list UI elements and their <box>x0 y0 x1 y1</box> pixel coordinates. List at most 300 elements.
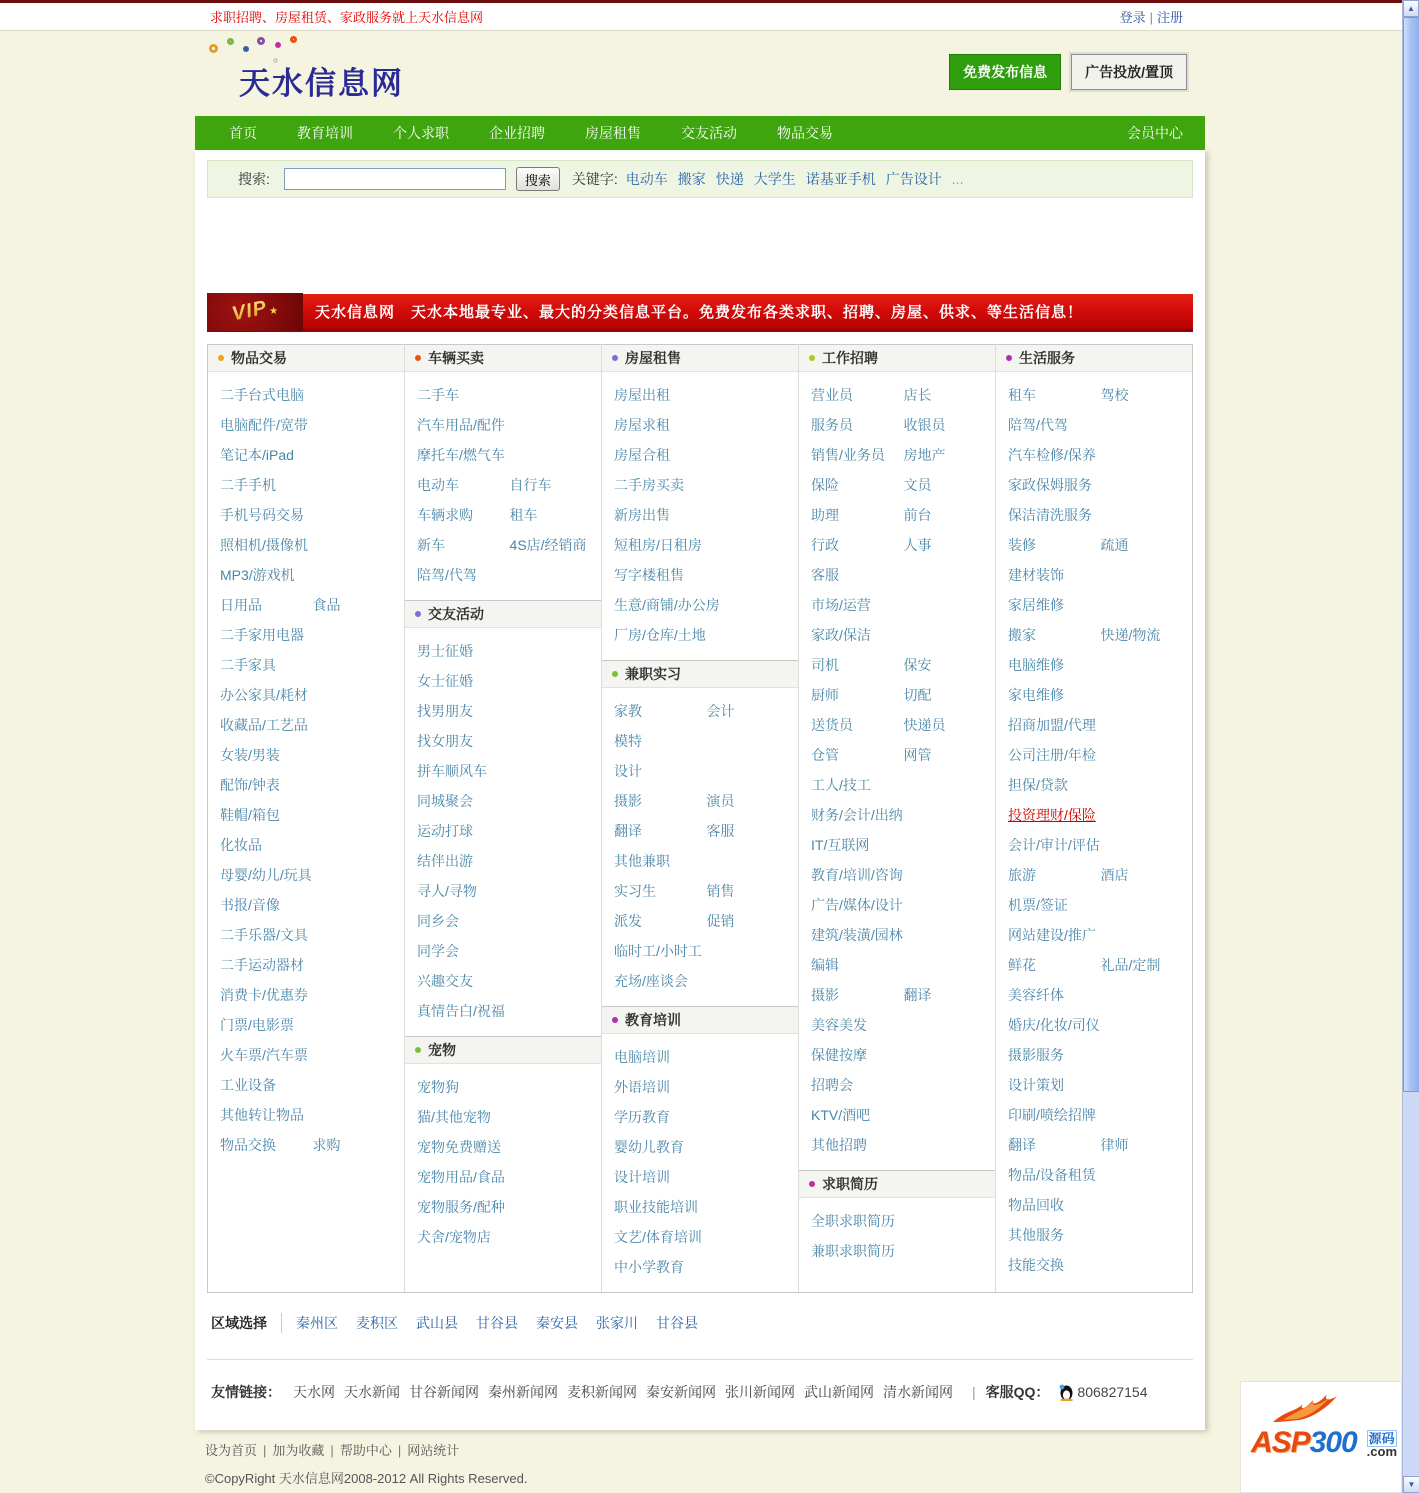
category-link[interactable]: 二手乐器/文具 <box>220 927 308 943</box>
category-row <box>1008 1100 1186 1130</box>
category-row <box>1008 470 1186 500</box>
category-link[interactable]: IT/互联网 <box>811 837 870 853</box>
section-header <box>799 344 995 372</box>
keyword-link[interactable]: 快递 <box>715 171 744 187</box>
friend-link[interactable]: 麦积新闻网 <box>567 1384 637 1400</box>
site-logo[interactable]: 天水信息网 <box>239 66 404 101</box>
category-link[interactable]: 宠物狗 <box>417 1079 459 1095</box>
category-link[interactable]: 收藏品/工艺品 <box>220 717 308 733</box>
category-section <box>799 1170 995 1276</box>
category-link[interactable]: 职业技能培训 <box>614 1199 698 1215</box>
category-link[interactable]: MP3/游戏机 <box>220 567 295 583</box>
vip-banner[interactable] <box>207 294 1193 332</box>
category-link[interactable]: 网管 <box>903 747 932 763</box>
category-link[interactable]: 演员 <box>706 793 735 809</box>
region-link[interactable]: 甘谷县 <box>476 1315 518 1331</box>
category-link[interactable]: 工人/技工 <box>811 777 871 793</box>
friend-link[interactable]: 秦安新闻网 <box>646 1384 716 1400</box>
category-link[interactable]: 二手运动器材 <box>220 957 304 973</box>
category-row <box>614 756 792 786</box>
search-input[interactable] <box>284 168 506 190</box>
bullet-icon <box>415 611 421 617</box>
friend-link[interactable]: 张川新闻网 <box>725 1384 795 1400</box>
browser-scrollbar[interactable] <box>1402 0 1419 1493</box>
category-link[interactable]: 二手车 <box>417 387 459 403</box>
category-link[interactable]: 收银员 <box>903 417 946 433</box>
category-link[interactable]: 外语培训 <box>614 1079 670 1095</box>
category-row <box>614 816 792 846</box>
category-link[interactable]: 营业员 <box>811 387 853 403</box>
category-link[interactable]: 美容纤体 <box>1008 987 1064 1003</box>
category-link[interactable]: 4S店/经销商 <box>509 537 587 553</box>
category-row <box>614 620 792 650</box>
friend-link[interactable]: 武山新闻网 <box>804 1384 874 1400</box>
friend-link[interactable]: 清水新闻网 <box>883 1384 953 1400</box>
category-link[interactable]: 建筑/装潢/园林 <box>811 927 903 943</box>
category-row <box>614 1162 792 1192</box>
category-row <box>417 966 595 996</box>
category-link[interactable]: 宠物免费赠送 <box>417 1139 501 1155</box>
category-link[interactable]: 送货员 <box>811 717 853 733</box>
category-link[interactable]: 翻译 <box>903 987 932 1003</box>
category-row <box>417 1132 595 1162</box>
category-link[interactable]: 全职求职简历 <box>811 1213 895 1229</box>
category-link[interactable]: 模特 <box>614 733 642 749</box>
category-link[interactable]: 客服 <box>811 567 839 583</box>
category-link[interactable]: 婴幼儿教育 <box>614 1139 684 1155</box>
category-link[interactable]: 仓管 <box>811 747 839 763</box>
category-link[interactable]: 学历教育 <box>614 1109 670 1125</box>
category-link[interactable]: 结伴出游 <box>417 853 473 869</box>
category-link[interactable]: 配饰/钟表 <box>220 777 280 793</box>
category-link[interactable]: 公司注册/年检 <box>1008 747 1096 763</box>
category-link[interactable]: 同城聚会 <box>417 793 473 809</box>
category-link[interactable]: 汽车检修/保养 <box>1008 447 1096 463</box>
category-link[interactable]: 找男朋友 <box>417 703 473 719</box>
category-link[interactable]: 真情告白/祝福 <box>417 1003 505 1019</box>
category-link[interactable]: 二手家用电器 <box>220 627 304 643</box>
category-row <box>811 980 989 1010</box>
section-list <box>799 1198 995 1276</box>
section-list <box>799 372 995 1170</box>
category-link[interactable]: 印刷/喷绘招牌 <box>1008 1107 1096 1123</box>
category-link[interactable]: 二手手机 <box>220 477 276 493</box>
category-link[interactable]: 办公家具/耗材 <box>220 687 308 703</box>
category-link[interactable]: 生意/商铺/办公房 <box>614 597 720 613</box>
qq-label: 客服QQ： <box>985 1384 1050 1400</box>
category-row <box>417 876 595 906</box>
category-link[interactable]: 男士征婚 <box>417 643 473 659</box>
category-link[interactable]: 兴趣交友 <box>417 973 473 989</box>
category-row <box>220 740 398 770</box>
category-link[interactable]: 保健按摩 <box>811 1047 867 1063</box>
category-link[interactable]: 市场/运营 <box>811 597 871 613</box>
login-link[interactable]: 登录 <box>1119 10 1146 25</box>
footer-menu-link[interactable]: 帮助中心 <box>339 1443 392 1458</box>
category-link[interactable]: 切配 <box>903 687 932 703</box>
category-link[interactable]: 销售/业务员 <box>811 447 885 463</box>
scrollbar-down-arrow[interactable]: ▼ <box>1403 1476 1419 1493</box>
category-row <box>220 1010 398 1040</box>
category-link[interactable]: 寻人/寻物 <box>417 883 477 899</box>
category-section <box>405 600 601 1036</box>
category-link[interactable]: 实习生 <box>614 883 656 899</box>
category-link[interactable]: 房屋求租 <box>614 417 670 433</box>
category-link[interactable]: 二手家具 <box>220 657 276 673</box>
nav-item[interactable]: 企业招聘 <box>489 125 545 141</box>
category-link[interactable]: 摄影 <box>811 987 839 1003</box>
category-row <box>417 1162 595 1192</box>
category-link[interactable]: 家居维修 <box>1008 597 1064 613</box>
category-row <box>417 786 595 816</box>
category-link[interactable]: 房屋合租 <box>614 447 670 463</box>
category-link[interactable]: 书报/音像 <box>220 897 280 913</box>
category-link[interactable]: 猫/其他宠物 <box>417 1109 491 1125</box>
register-link[interactable]: 注册 <box>1156 10 1183 25</box>
category-row <box>220 890 398 920</box>
category-link[interactable]: 租车 <box>1008 387 1036 403</box>
category-link[interactable]: 日用品 <box>220 597 262 613</box>
footer-menu-link[interactable]: 设为首页 <box>205 1443 258 1458</box>
category-link[interactable]: 人事 <box>903 537 932 553</box>
category-row <box>1008 1070 1186 1100</box>
category-link[interactable]: 食品 <box>312 597 341 613</box>
post-info-button[interactable]: 免费发布信息 <box>949 54 1061 90</box>
category-link[interactable]: 电动车 <box>417 477 459 493</box>
section-title: 工作招聘 <box>822 350 878 366</box>
section-header <box>405 1036 601 1064</box>
search-button[interactable]: 搜索 <box>516 167 560 191</box>
scrollbar-thumb[interactable] <box>1403 17 1419 1092</box>
section-header <box>208 344 404 372</box>
category-link[interactable]: 律师 <box>1100 1137 1129 1153</box>
category-link[interactable]: 拼车顺风车 <box>417 763 487 779</box>
category-link[interactable]: 文艺/体育培训 <box>614 1229 702 1245</box>
category-link[interactable]: 门票/电影票 <box>220 1017 294 1033</box>
category-link[interactable]: 电脑维修 <box>1008 657 1064 673</box>
category-row <box>1008 920 1186 950</box>
category-link[interactable]: 火车票/汽车票 <box>220 1047 308 1063</box>
category-link[interactable]: 保安 <box>903 657 932 673</box>
category-link[interactable]: 担保/贷款 <box>1008 777 1068 793</box>
category-link[interactable]: 找女朋友 <box>417 733 473 749</box>
category-link[interactable]: 自行车 <box>509 477 552 493</box>
category-link[interactable]: 笔记本/iPad <box>220 447 294 463</box>
category-link[interactable]: 编辑 <box>811 957 839 973</box>
friend-link[interactable]: 天水网 <box>293 1384 335 1400</box>
category-link[interactable]: 中小学教育 <box>614 1259 684 1275</box>
category-link[interactable]: 美容美发 <box>811 1017 867 1033</box>
category-link[interactable]: 网站建设/推广 <box>1008 927 1096 943</box>
category-row <box>811 650 989 680</box>
category-row <box>811 740 989 770</box>
section-title: 房屋租售 <box>625 350 681 366</box>
content-card <box>195 150 1205 1430</box>
category-link[interactable]: 文员 <box>903 477 932 493</box>
region-link[interactable]: 武山县 <box>416 1315 458 1331</box>
category-link[interactable]: 司机 <box>811 657 839 673</box>
category-link[interactable]: 摩托车/燃气车 <box>417 447 505 463</box>
category-link[interactable]: 保险 <box>811 477 839 493</box>
category-link[interactable]: 前台 <box>903 507 932 523</box>
flame-icon <box>1269 1390 1339 1424</box>
category-link[interactable]: 短租房/日租房 <box>614 537 702 553</box>
region-link[interactable]: 麦积区 <box>356 1315 398 1331</box>
category-link[interactable]: 厂房/仓库/土地 <box>614 627 706 643</box>
category-row <box>614 966 792 996</box>
category-link[interactable]: 宠物服务/配种 <box>417 1199 505 1215</box>
category-link[interactable]: 派发 <box>614 913 642 929</box>
category-link[interactable]: 母婴/幼儿/玩具 <box>220 867 312 883</box>
category-link[interactable]: 家电维修 <box>1008 687 1064 703</box>
category-link[interactable]: 房屋出租 <box>614 387 670 403</box>
bullet-icon <box>612 671 618 677</box>
region-selector <box>211 1313 1193 1333</box>
category-row <box>614 560 792 590</box>
category-link[interactable]: 手机号码交易 <box>220 507 304 523</box>
category-link[interactable]: 翻译 <box>1008 1137 1036 1153</box>
category-link[interactable]: 充场/座谈会 <box>614 973 688 989</box>
footer-menu-separator: | <box>330 1443 334 1458</box>
category-link[interactable]: 客服 <box>706 823 735 839</box>
region-link[interactable]: 张家川 <box>596 1315 638 1331</box>
keyword-link[interactable]: 搬家 <box>677 171 706 187</box>
category-link[interactable]: 写字楼租售 <box>614 567 684 583</box>
category-row <box>417 380 595 410</box>
category-row <box>614 440 792 470</box>
category-row <box>1008 830 1186 860</box>
category-row <box>417 1222 595 1252</box>
category-row <box>811 1040 989 1070</box>
category-row <box>1008 890 1186 920</box>
category-link[interactable]: 照相机/摄像机 <box>220 537 308 553</box>
section-header <box>602 1006 798 1034</box>
category-link[interactable]: 会计 <box>706 703 735 719</box>
category-link[interactable]: 摄影服务 <box>1008 1047 1064 1063</box>
category-link[interactable]: 同乡会 <box>417 913 459 929</box>
category-row <box>220 500 398 530</box>
category-link[interactable]: 女装/男装 <box>220 747 280 763</box>
bullet-icon <box>809 1181 815 1187</box>
category-link[interactable]: 快递/物流 <box>1100 627 1161 643</box>
region-link[interactable]: 秦安县 <box>536 1315 578 1331</box>
category-link[interactable]: 物品交换 <box>220 1137 276 1153</box>
nav-item[interactable]: 教育培训 <box>297 125 353 141</box>
section-title: 宠物 <box>428 1042 456 1058</box>
category-link[interactable]: 二手台式电脑 <box>220 387 304 403</box>
category-row <box>811 680 989 710</box>
region-link[interactable]: 甘谷县 <box>656 1315 698 1331</box>
content-gap <box>207 198 1193 294</box>
friend-link[interactable]: 天水新闻 <box>344 1384 400 1400</box>
category-link[interactable]: 消费卡/优惠券 <box>220 987 308 1003</box>
scrollbar-up-arrow[interactable]: ▲ <box>1403 0 1419 17</box>
category-link[interactable]: 设计培训 <box>614 1169 670 1185</box>
category-link[interactable]: 装修 <box>1008 537 1036 553</box>
footer-menu-link[interactable]: 加为收藏 <box>272 1443 325 1458</box>
bullet-icon <box>612 1017 618 1023</box>
category-link[interactable]: 物品回收 <box>1008 1197 1064 1213</box>
category-link[interactable]: 求购 <box>312 1137 341 1153</box>
category-link[interactable]: 犬舍/宠物店 <box>417 1229 491 1245</box>
category-link[interactable]: 运动打球 <box>417 823 473 839</box>
category-link[interactable]: 招商加盟/代理 <box>1008 717 1096 733</box>
category-row <box>220 440 398 470</box>
category-link[interactable]: 设计策划 <box>1008 1077 1064 1093</box>
category-row <box>1008 860 1186 890</box>
category-link[interactable]: 酒店 <box>1100 867 1129 883</box>
category-link[interactable]: 新房出售 <box>614 507 670 523</box>
category-link[interactable]: 兼职求职简历 <box>811 1243 895 1259</box>
category-link[interactable]: 陪驾/代驾 <box>1008 417 1068 433</box>
category-row <box>1008 530 1186 560</box>
category-link[interactable]: 家政保姆服务 <box>1008 477 1092 493</box>
category-link[interactable]: 教育/培训/咨询 <box>811 867 903 883</box>
category-link[interactable]: 鞋帽/箱包 <box>220 807 280 823</box>
category-row <box>417 996 595 1026</box>
friend-link[interactable]: 秦州新闻网 <box>488 1384 558 1400</box>
category-section <box>602 660 798 1006</box>
category-link[interactable]: 电脑培训 <box>614 1049 670 1065</box>
category-link[interactable]: 新车 <box>417 537 445 553</box>
nav-item[interactable]: 个人求职 <box>393 125 449 141</box>
category-link[interactable]: 汽车用品/配件 <box>417 417 505 433</box>
category-link[interactable]: 宠物用品/食品 <box>417 1169 505 1185</box>
category-link[interactable]: 摄影 <box>614 793 642 809</box>
category-row <box>811 1070 989 1100</box>
watermark-source-label: 源码 <box>1368 1431 1395 1446</box>
category-link[interactable]: 礼品/定制 <box>1100 957 1161 973</box>
category-row <box>1008 680 1186 710</box>
category-row <box>1008 620 1186 650</box>
topbar <box>0 3 1419 31</box>
category-link[interactable]: 电脑配件/宽带 <box>220 417 308 433</box>
category-link[interactable]: 鲜花 <box>1008 957 1036 973</box>
region-link[interactable]: 秦州区 <box>296 1315 338 1331</box>
nav-item[interactable]: 首页 <box>229 125 257 141</box>
category-row <box>614 590 792 620</box>
category-row <box>417 906 595 936</box>
category-row <box>614 410 792 440</box>
section-list <box>996 372 1192 1290</box>
category-link[interactable]: 其他招聘 <box>811 1137 867 1153</box>
category-row <box>417 666 595 696</box>
category-link[interactable]: 快递员 <box>903 717 946 733</box>
friend-link[interactable]: 甘谷新闻网 <box>409 1384 479 1400</box>
nav-item[interactable]: 交友活动 <box>681 125 737 141</box>
category-link[interactable]: 租车 <box>509 507 538 523</box>
category-link[interactable]: 助理 <box>811 507 839 523</box>
keywords-label: 关键字: <box>571 171 618 187</box>
category-section <box>208 344 404 1170</box>
category-link[interactable]: 家政/保洁 <box>811 627 871 643</box>
bullet-icon <box>612 355 618 361</box>
category-link[interactable]: 招聘会 <box>811 1077 853 1093</box>
category-link[interactable]: 投资理财/保险 <box>1008 807 1096 823</box>
category-link[interactable]: 其他兼职 <box>614 853 670 869</box>
category-row <box>220 770 398 800</box>
category-link[interactable]: 其他转让物品 <box>220 1107 304 1123</box>
category-row <box>614 1222 792 1252</box>
category-link[interactable]: 技能交换 <box>1008 1257 1064 1273</box>
section-list <box>602 688 798 1006</box>
category-row <box>811 1010 989 1040</box>
category-row <box>811 410 989 440</box>
category-section <box>602 1006 798 1292</box>
category-link[interactable]: 厨师 <box>811 687 839 703</box>
page-wrapper <box>195 32 1205 1430</box>
category-link[interactable]: KTV/酒吧 <box>811 1107 871 1123</box>
category-link[interactable]: 工业设备 <box>220 1077 276 1093</box>
category-link[interactable]: 家教 <box>614 703 642 719</box>
category-link[interactable]: 临时工/小时工 <box>614 943 702 959</box>
category-row <box>811 1100 989 1130</box>
category-column <box>798 344 995 1292</box>
keywords-more[interactable]: ... <box>951 171 964 187</box>
category-row <box>811 590 989 620</box>
category-link[interactable]: 二手房买卖 <box>614 477 684 493</box>
category-link[interactable]: 翻译 <box>614 823 642 839</box>
category-link[interactable]: 同学会 <box>417 943 459 959</box>
keyword-link[interactable]: 电动车 <box>625 171 668 187</box>
category-link[interactable]: 房地产 <box>903 447 946 463</box>
category-link[interactable]: 行政 <box>811 537 839 553</box>
category-row <box>614 936 792 966</box>
keyword-link[interactable]: 广告设计 <box>885 171 942 187</box>
category-row <box>1008 410 1186 440</box>
nav-item[interactable]: 房屋租售 <box>585 125 641 141</box>
nav-item-member-center[interactable]: 会员中心 <box>1127 125 1183 141</box>
category-link[interactable]: 销售 <box>706 883 735 899</box>
category-link[interactable]: 车辆求购 <box>417 507 473 523</box>
category-link[interactable]: 化妆品 <box>220 837 262 853</box>
category-link[interactable]: 设计 <box>614 763 642 779</box>
category-row <box>417 500 595 530</box>
category-link[interactable]: 驾校 <box>1100 387 1129 403</box>
category-link[interactable]: 婚庆/化妆/司仪 <box>1008 1017 1100 1033</box>
category-link[interactable]: 服务员 <box>811 417 853 433</box>
footer-menu-separator: | <box>263 1443 267 1458</box>
category-link[interactable]: 女士征婚 <box>417 673 473 689</box>
category-link[interactable]: 搬家 <box>1008 627 1036 643</box>
category-link[interactable]: 促销 <box>706 913 735 929</box>
keyword-link[interactable]: 大学生 <box>753 171 796 187</box>
category-link[interactable]: 店长 <box>903 387 932 403</box>
footer-menu-link[interactable]: 网站统计 <box>407 1443 460 1458</box>
footer-menu-separator: | <box>397 1443 402 1458</box>
category-link[interactable]: 建材装饰 <box>1008 567 1064 583</box>
qq-number-link[interactable]: 806827154 <box>1077 1384 1148 1400</box>
ad-placement-button[interactable]: 广告投放/置顶 <box>1071 54 1187 90</box>
category-link[interactable]: 旅游 <box>1008 867 1036 883</box>
category-row <box>614 696 792 726</box>
nav-item[interactable]: 物品交易 <box>777 125 833 141</box>
category-link[interactable]: 财务/会计/出纳 <box>811 807 903 823</box>
category-link[interactable]: 广告/媒体/设计 <box>811 897 903 913</box>
category-link[interactable]: 会计/审计/评估 <box>1008 837 1100 853</box>
keyword-link[interactable]: 诺基亚手机 <box>805 171 876 187</box>
category-link[interactable]: 保洁清洗服务 <box>1008 507 1092 523</box>
category-link[interactable]: 机票/签证 <box>1008 897 1068 913</box>
category-row <box>1008 590 1186 620</box>
section-header <box>799 1170 995 1198</box>
category-link[interactable]: 陪驾/代驾 <box>417 567 477 583</box>
category-link[interactable]: 其他服务 <box>1008 1227 1064 1243</box>
category-row <box>417 470 595 500</box>
category-link[interactable]: 疏通 <box>1100 537 1129 553</box>
category-link[interactable]: 物品/设备租赁 <box>1008 1167 1096 1183</box>
category-row <box>220 680 398 710</box>
